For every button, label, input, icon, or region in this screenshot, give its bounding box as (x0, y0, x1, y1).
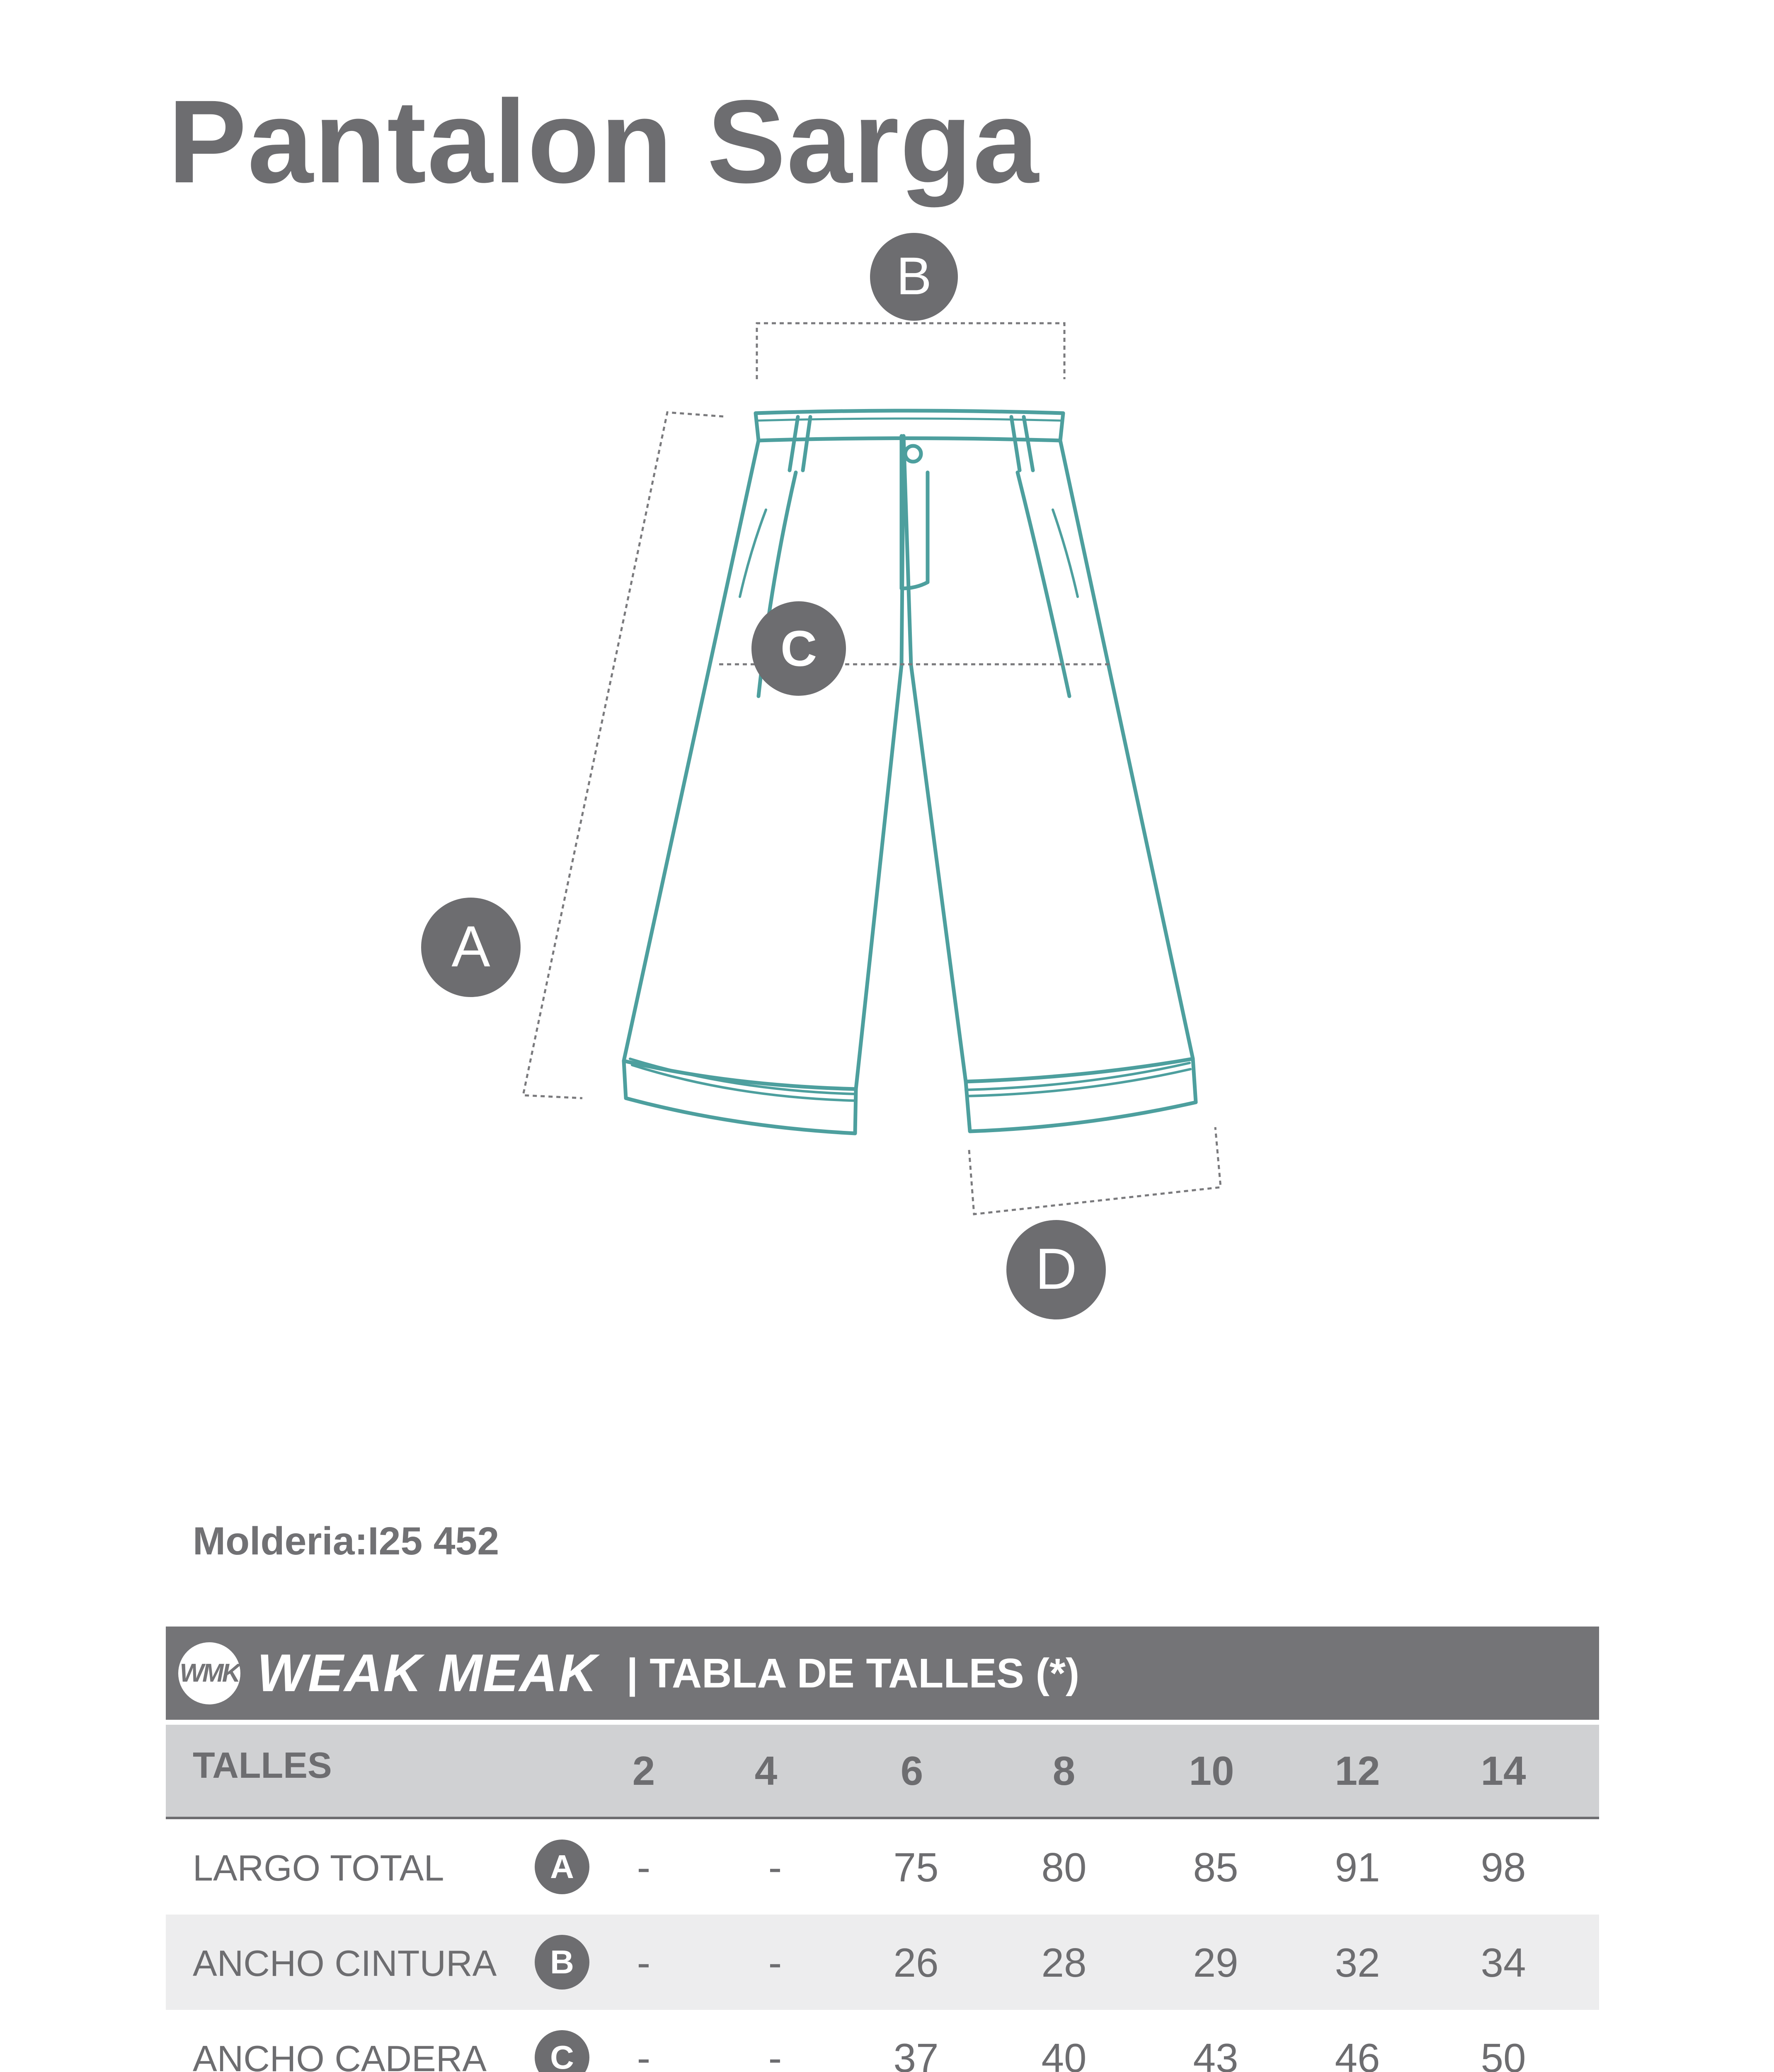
brand-name: WEAK MEAK (257, 1643, 598, 1703)
table-cell: - (637, 1844, 651, 1890)
table-cell: 80 (1041, 1844, 1087, 1890)
marker-a-letter: A (451, 914, 490, 979)
table-cell: 46 (1335, 2035, 1380, 2072)
page-title: Pantalon Sarga (168, 76, 1040, 208)
size-col: 6 (900, 1748, 923, 1794)
marker-d-letter: D (1035, 1236, 1077, 1301)
table-cell: 29 (1193, 1940, 1238, 1985)
brand-logo-icon: WMK (178, 1642, 240, 1704)
diagram-markers (421, 233, 1106, 1319)
table-cell: - (768, 1940, 782, 1985)
marker-b-letter: B (896, 247, 932, 306)
marker-c (751, 601, 846, 696)
marker-b (870, 233, 958, 321)
table-cell: 32 (1335, 1940, 1380, 1985)
table-cell: 28 (1041, 1940, 1087, 1985)
table-cell: 91 (1335, 1844, 1380, 1890)
size-col: 4 (754, 1748, 778, 1794)
marker-d (1006, 1220, 1106, 1319)
row-marker: C (535, 2030, 589, 2072)
size-col: 10 (1189, 1748, 1234, 1794)
row-label: ANCHO CINTURA (193, 1943, 497, 1984)
table-cell: - (768, 1844, 782, 1890)
row-label: LARGO TOTAL (193, 1847, 444, 1888)
table-cell: - (768, 2035, 782, 2072)
pattern-code: Molderia:I25 452 (193, 1519, 499, 1563)
table-cell: - (637, 1940, 651, 1985)
table-row (166, 1819, 1599, 1915)
table-cell: 75 (893, 1844, 939, 1890)
table-row (166, 2010, 1599, 2072)
measurement-guides (523, 323, 1221, 1214)
row-label: ANCHO CADERA (193, 2038, 487, 2072)
table-header-bar (166, 1627, 1599, 1720)
size-table (166, 1627, 1599, 2072)
table-cell: 37 (893, 2035, 939, 2072)
table-row (166, 1915, 1599, 2010)
table-header-row (166, 1725, 1599, 1819)
table-cell: 40 (1041, 2035, 1087, 2072)
table-cell: 85 (1193, 1844, 1238, 1890)
size-col: 14 (1481, 1748, 1526, 1794)
row-marker: B (535, 1935, 589, 1990)
size-label: TALLES (193, 1745, 332, 1786)
table-cell: 50 (1481, 2035, 1526, 2072)
table-cell: 43 (1193, 2035, 1238, 2072)
row-marker: A (535, 1840, 589, 1894)
size-col: 12 (1335, 1748, 1380, 1794)
size-col: 2 (632, 1748, 655, 1794)
table-cell: - (637, 2035, 651, 2072)
marker-a (421, 898, 521, 997)
marker-c-letter: C (780, 620, 817, 677)
pants-outline (624, 411, 1196, 1133)
table-title: | TABLA DE TALLES (*) (626, 1650, 1080, 1697)
size-col: 8 (1052, 1748, 1076, 1794)
table-cell: 26 (893, 1940, 939, 1985)
table-cell: 98 (1481, 1844, 1526, 1890)
table-cell: 34 (1481, 1940, 1526, 1985)
